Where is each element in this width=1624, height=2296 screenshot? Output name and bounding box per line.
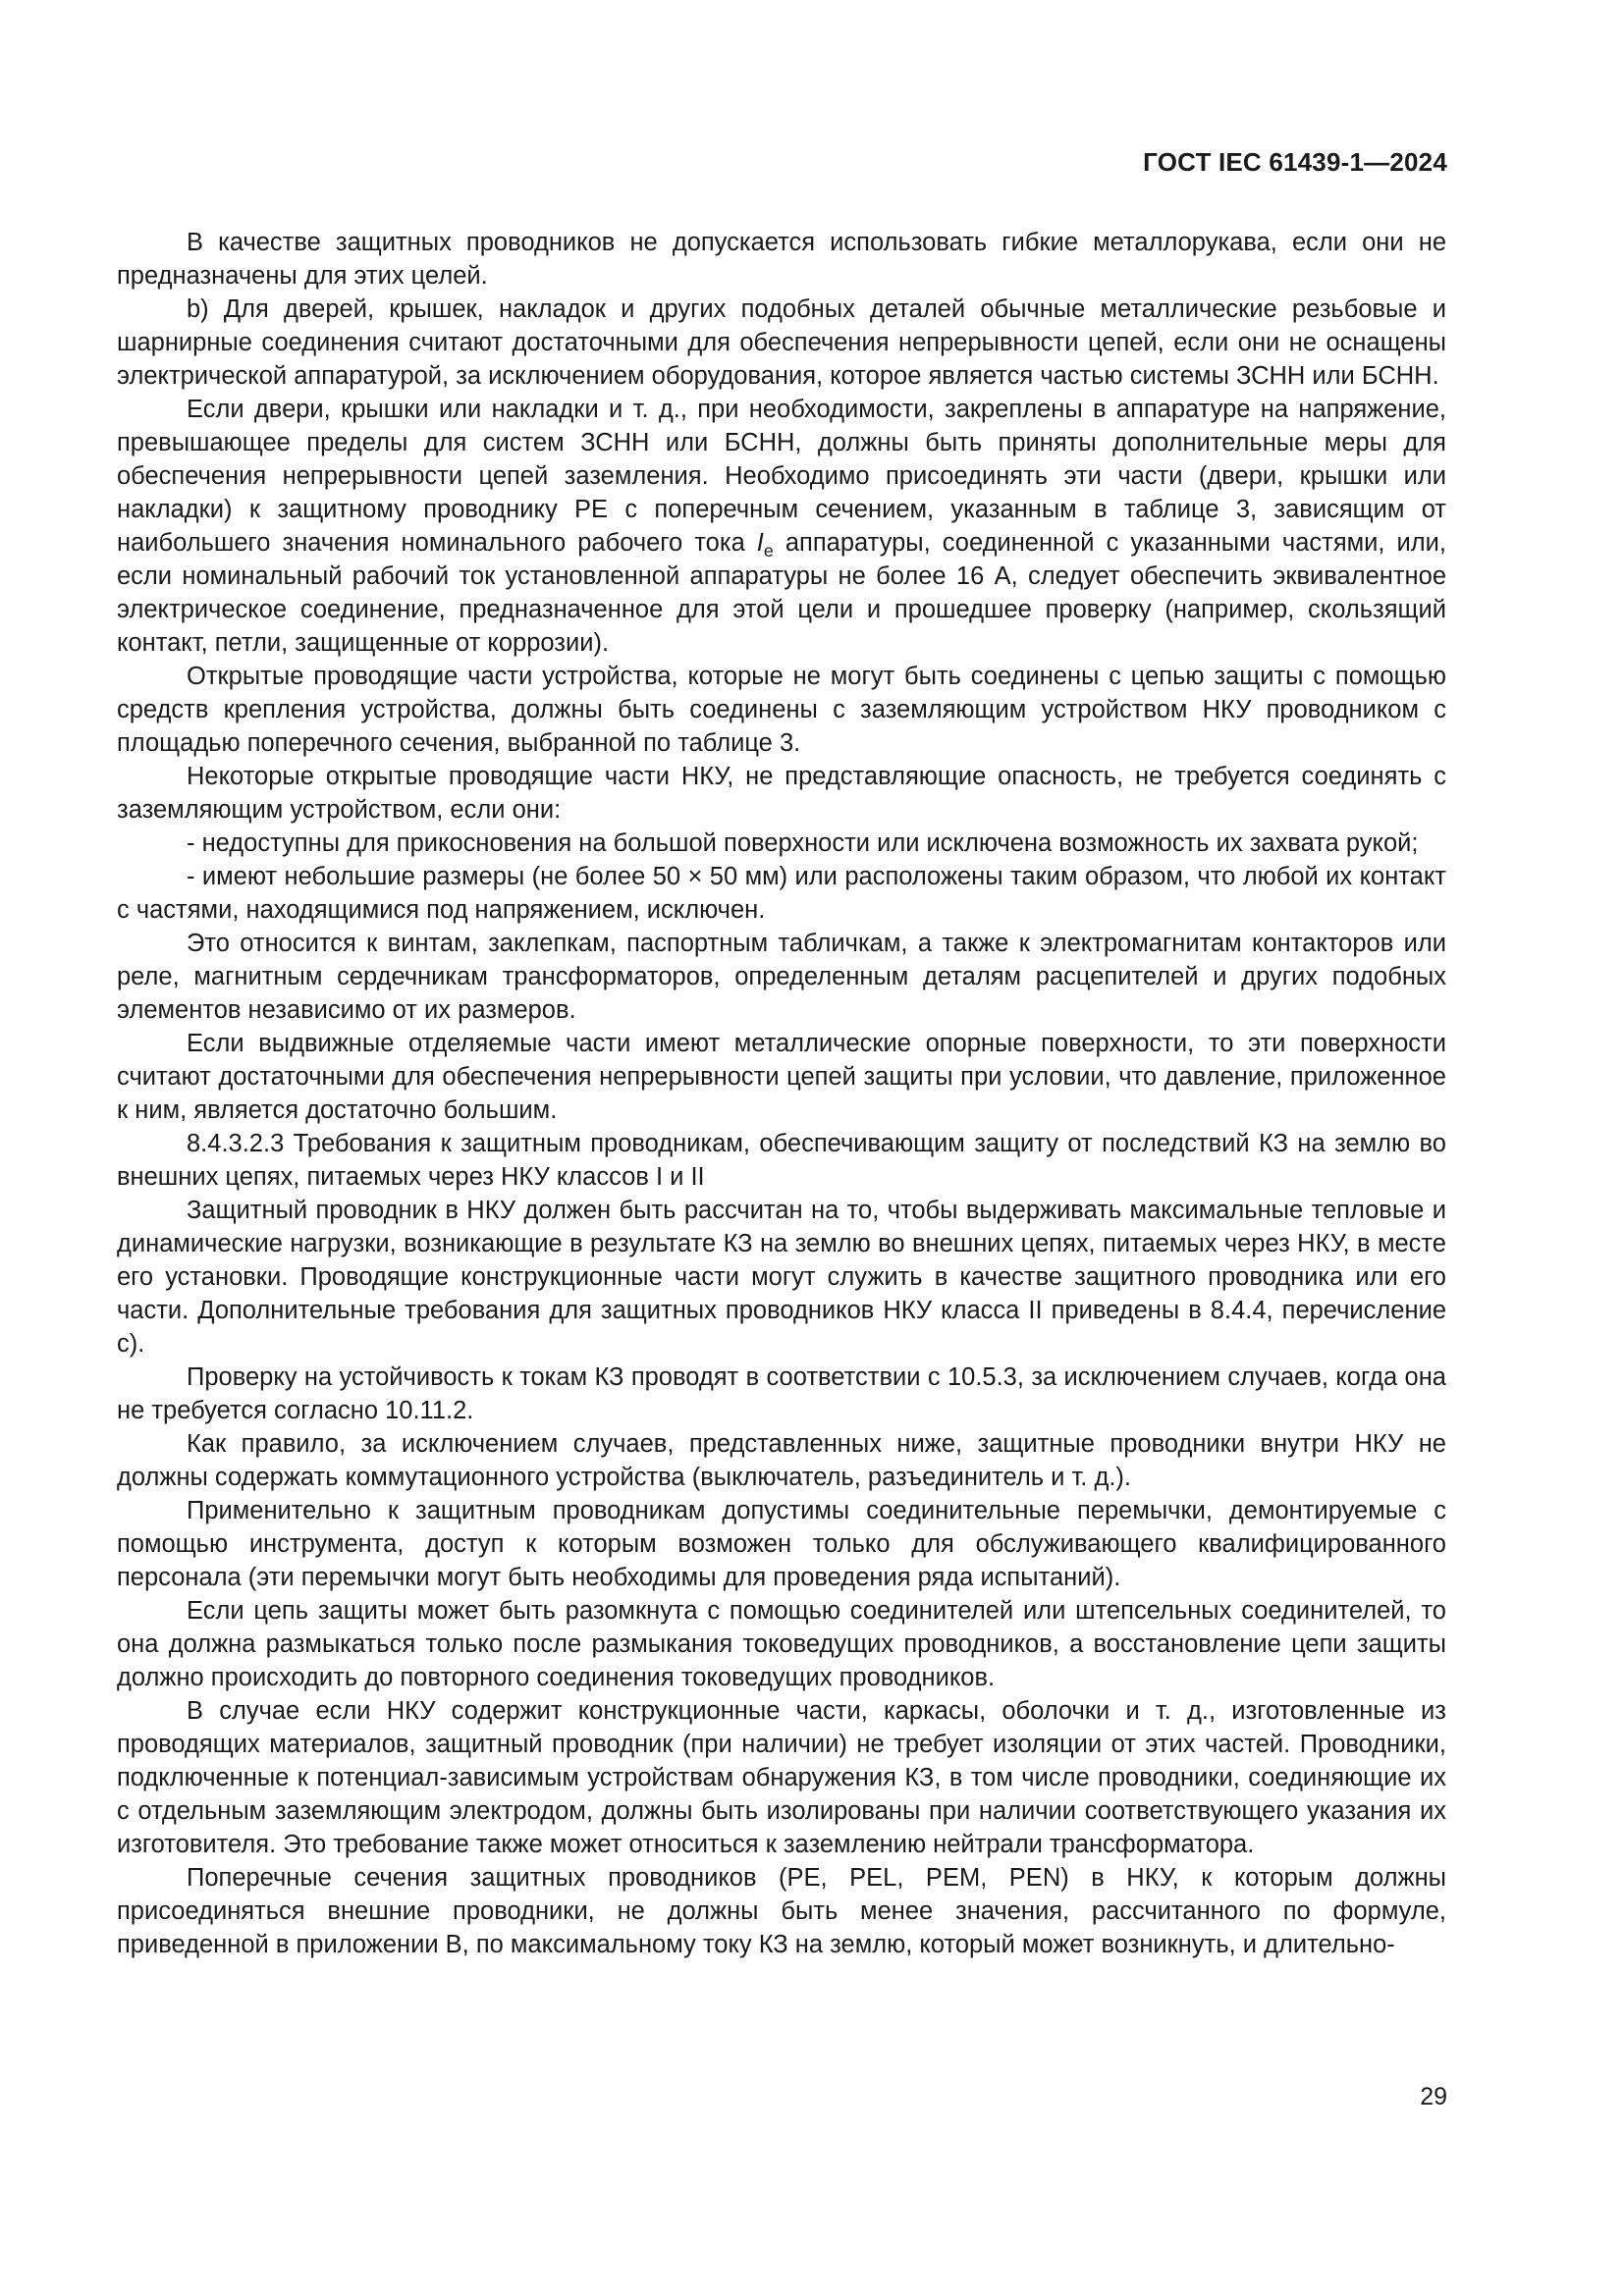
paragraph: Применительно к защитным проводникам допустимы соединительные перемычки, демонтируемые с помощью инструмента, доступ к которым возможен только для обслуживающего квалифицированного персонала (эти перемычки могут быть необходимы для проведения ряда испытаний).	[117, 1497, 1446, 1591]
paragraph-text: аппаратуры, соединенной с указанными частями, или, если номинальный рабочий ток установленной аппаратуры не более 16 А, следует обеспечить эквивалентное электрическое соединение, предназначенное для этой цели и прошедшее проверку (например, скользящий контакт, петли, защищенные от коррозии).	[117, 529, 1446, 657]
paragraph-text: Если двери, крышки или накладки и т. д., при необходимости, закреплены в аппаратуре на напряжение, превышающее пределы для систем ЗСНН или БСНН, должны быть приняты дополнительные меры для обеспечения непрерывности цепей заземления. Необходимо присоединять эти части (двери, крышки или накладки) к защитному проводнику PE с поперечным сечением, указанным в таблице 3, зависящим от наибольшего значения номинального рабочего тока	[117, 396, 1446, 557]
page-number: 29	[1420, 2083, 1447, 2110]
paragraph: В качестве защитных проводников не допускается использовать гибкие металлорукава, если они не предназначены для этих целей.	[117, 229, 1446, 290]
body-text	[117, 226, 1446, 1961]
dash-list-item: - имеют небольшие размеры (не более 50 × 50 мм) или расположены таким образом, что любой их контакт с частями, находящимися под напряжением, исключен.	[117, 863, 1446, 924]
dash-list-item: - недоступны для прикосновения на большой поверхности или исключена возможность их захвата рукой;	[187, 829, 1419, 857]
paragraph: Поперечные сечения защитных проводников (PE, PEL, PEM, PEN) в НКУ, к которым должны присоединяться внешние проводники, не должны быть менее значения, рассчитанного по формуле, приведенной в приложении В, по максимальному току КЗ на землю, который может возникнуть, и длительно-	[117, 1864, 1446, 1958]
paragraph: Как правило, за исключением случаев, представленных ниже, защитные проводники внутри НКУ не должны содержать коммутационного устройства (выключатель, разъединитель и т. д.).	[117, 1430, 1446, 1491]
paragraph: Это относится к винтам, заклепкам, паспортным табличкам, а также к электромагнитам контакторов или реле, магнитным сердечникам трансформаторов, определенным деталям расцепителей и других подобных элементов независимо от их размеров.	[117, 930, 1446, 1024]
standard-designation-header: ГОСТ IEC 61439-1—2024	[1143, 147, 1447, 177]
paragraph: В случае если НКУ содержит конструкционные части, каркасы, оболочки и т. д., изготовленные из проводящих материалов, защитный проводник (при наличии) не требует изоляции от этих частей. Проводники, подключенные к потенциал-зависимым устройствам обнаружения КЗ, в том числе проводники, соединяющие их с отдельным заземляющим электродом, должны быть изолированы при наличии соответствующего указания их изготовителя. Это требование также может относиться к заземлению нейтрали трансформатора.	[117, 1697, 1446, 1858]
paragraph: Если выдвижные отделяемые части имеют металлические опорные поверхности, то эти поверхности считают достаточными для обеспечения непрерывности цепей защиты при условии, что давление, приложенное к ним, является достаточно большим.	[117, 1030, 1446, 1124]
list-item-b: b) Для дверей, крышек, накладок и других подобных деталей обычные металлические резьбовые и шарнирные соединения считают достаточными для обеспечения непрерывности цепей, если они не оснащены электрической аппаратурой, за исключением оборудования, которое является частью системы ЗСНН или БСНН.	[117, 295, 1446, 390]
clause-heading: 8.4.3.2.3 Требования к защитным проводникам, обеспечивающим защиту от последствий КЗ на землю во внешних цепях, питаемых через НКУ классов I и II	[117, 1130, 1446, 1191]
current-subscript: e	[763, 541, 774, 561]
paragraph-current-reference	[117, 393, 1446, 660]
paragraph: Некоторые открытые проводящие части НКУ, не представляющие опасность, не требуется соединять с заземляющим устройством, если они:	[117, 763, 1446, 824]
current-symbol: I	[756, 529, 764, 557]
paragraph: Проверку на устойчивость к токам КЗ проводят в соответствии с 10.5.3, за исключением случаев, когда она не требуется согласно 10.11.2.	[117, 1363, 1446, 1424]
paragraph: Защитный проводник в НКУ должен быть рассчитан на то, чтобы выдерживать максимальные тепловые и динамические нагрузки, возникающие в результате КЗ на землю во внешних цепях, питаемых через НКУ, в месте его установки. Проводящие конструкционные части могут служить в качестве защитного проводника или его части. Дополнительные требования для защитных проводников НКУ класса II приведены в 8.4.4, перечисление с).	[117, 1197, 1446, 1358]
paragraph: Открытые проводящие части устройства, которые не могут быть соединены с цепью защиты с помощью средств крепления устройства, должны быть соединены с заземляющим устройством НКУ проводником с площадью поперечного сечения, выбранной по таблице 3.	[117, 663, 1446, 757]
paragraph: Если цепь защиты может быть разомкнута с помощью соединителей или штепсельных соединителей, то она должна размыкаться только после размыкания токоведущих проводников, а восстановление цепи защиты должно происходить до повторного соединения токоведущих проводников.	[117, 1597, 1446, 1691]
